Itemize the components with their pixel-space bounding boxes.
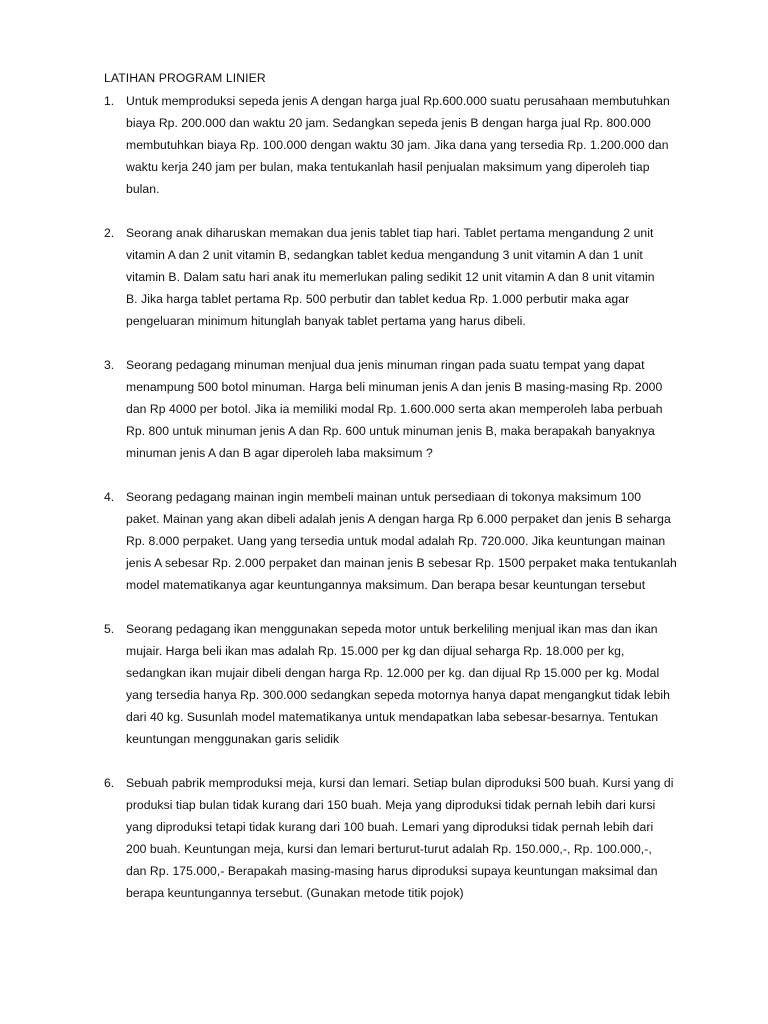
problem-text-line: yang tersedia hanya Rp. 300.000 sedangkan sepeda motornya hanya dapat mengangkut tidak lebih (126, 688, 670, 702)
problem-text-line: berapa keuntungannya tersebut. (Gunakan metode titik pojok) (126, 886, 464, 900)
problem-text-line: membutuhkan biaya Rp. 100.000 dengan waktu 30 jam. Jika dana yang tersedia Rp. 1.200.000 dan (126, 138, 669, 152)
problem-text-line: Seorang pedagang minuman menjual dua jenis minuman ringan pada suatu tempat yang dapat (126, 358, 645, 372)
document-title: LATIHAN PROGRAM LINIER (104, 71, 266, 85)
problem-text-line: Seorang anak diharuskan memakan dua jenis tablet tiap hari. Tablet pertama mengandung 2 unit (126, 226, 654, 240)
problem-text-line: dan Rp 4000 per botol. Jika ia memiliki modal Rp. 1.600.000 serta akan memperoleh laba perbuah (126, 402, 663, 416)
problem-text-line: menampung 500 botol minuman. Harga beli minuman jenis A dan jenis B masing-masing Rp. 2000 (126, 380, 663, 394)
problem-text-line: dari 40 kg. Susunlah model matematikanya untuk mendapatkan laba sebesar-besarnya. Tentukan (126, 710, 659, 724)
problem-item (104, 486, 708, 596)
problem-text-line: B. Jika harga tablet pertama Rp. 500 perbutir dan tablet kedua Rp. 1.000 perbutir maka agar (126, 292, 630, 306)
problem-item (104, 772, 708, 904)
problem-text-line: Sebuah pabrik memproduksi meja, kursi dan lemari. Setiap bulan diproduksi 500 buah. Kursi yang di (126, 776, 674, 790)
problem-item (104, 354, 708, 464)
problem-text-line: bulan. (126, 182, 160, 196)
problem-number: 5. (104, 622, 115, 636)
problem-number: 3. (104, 358, 115, 372)
problem-text-line: Seorang pedagang ikan menggunakan sepeda motor untuk berkeliling menjual ikan mas dan ikan (126, 622, 658, 636)
problem-text-line: Seorang pedagang mainan ingin membeli mainan untuk persediaan di tokonya maksimum 100 (126, 490, 642, 504)
problem-text-line: pengeluaran minimum hitunglah banyak tablet pertama yang harus dibeli. (126, 314, 526, 328)
problem-number: 2. (104, 226, 115, 240)
problem-text-line: Rp. 800 untuk minuman jenis A dan Rp. 600 untuk minuman jenis B, maka berapakah banyaknya (126, 424, 655, 438)
problem-text-line: Untuk memproduksi sepeda jenis A dengan harga jual Rp.600.000 suatu perusahaan membutuhkan (126, 94, 670, 108)
problem-number: 1. (104, 94, 115, 108)
problem-text-line: dan Rp. 175.000,- Berapakah masing-masing harus diproduksi supaya keuntungan maksimal dan (126, 864, 658, 878)
problem-item (104, 90, 708, 200)
problem-text-line: biaya Rp. 200.000 dan waktu 20 jam. Sedangkan sepeda jenis B dengan harga jual Rp. 800.000 (126, 116, 651, 130)
problem-text-line: keuntungan menggunakan garis selidik (126, 732, 340, 746)
problem-list (104, 90, 708, 904)
problem-number: 6. (104, 776, 115, 790)
problem-text-line: model matematikanya agar keuntungannya maksimum. Dan berapa besar keuntungan tersebut (126, 578, 646, 592)
problem-text-line: vitamin A dan 2 unit vitamin B, sedangkan tablet kedua mengandung 3 unit vitamin A dan 1 unit (126, 248, 643, 262)
problem-text-line: jenis A sebesar Rp. 2.000 perpaket dan mainan jenis B sebesar Rp. 1500 perpaket maka tentukanlah (126, 556, 677, 570)
problem-text-line: waktu kerja 240 jam per bulan, maka tentukanlah hasil penjualan maksimum yang diperoleh tiap (126, 160, 650, 174)
problem-number: 4. (104, 490, 115, 504)
problem-text-line: paket. Mainan yang akan dibeli adalah jenis A dengan harga Rp 6.000 perpaket dan jenis B seharga (126, 512, 671, 526)
problem-text-line: sedangkan ikan mujair dibeli dengan harga Rp. 12.000 per kg. dan dijual Rp 15.000 per kg. Modal (126, 666, 660, 680)
problem-item (104, 618, 708, 750)
problem-text-line: produksi tiap bulan tidak kurang dari 150 buah. Meja yang diproduksi tidak pernah lebih dari kursi (126, 798, 656, 812)
problem-text-line: yang diproduksi tetapi tidak kurang dari 100 buah. Lemari yang diproduksi tidak pernah lebih dari (126, 820, 654, 834)
problem-text-line: vitamin B. Dalam satu hari anak itu memerlukan paling sedikit 12 unit vitamin A dan 8 unit vitamin (126, 270, 655, 284)
problem-item (104, 222, 708, 332)
problem-text-line: 200 buah. Keuntungan meja, kursi dan lemari berturut-turut adalah Rp. 150.000,-, Rp. 100.000,-, (126, 842, 652, 856)
problem-text-line: mujair. Harga beli ikan mas adalah Rp. 15.000 per kg dan dijual seharga Rp. 18.000 per kg, (126, 644, 625, 658)
problem-text-line: minuman jenis A dan B agar diperoleh laba maksimum ? (126, 446, 433, 460)
problem-text-line: Rp. 8.000 perpaket. Uang yang tersedia untuk modal adalah Rp. 720.000. Jika keuntungan mainan (126, 534, 666, 548)
